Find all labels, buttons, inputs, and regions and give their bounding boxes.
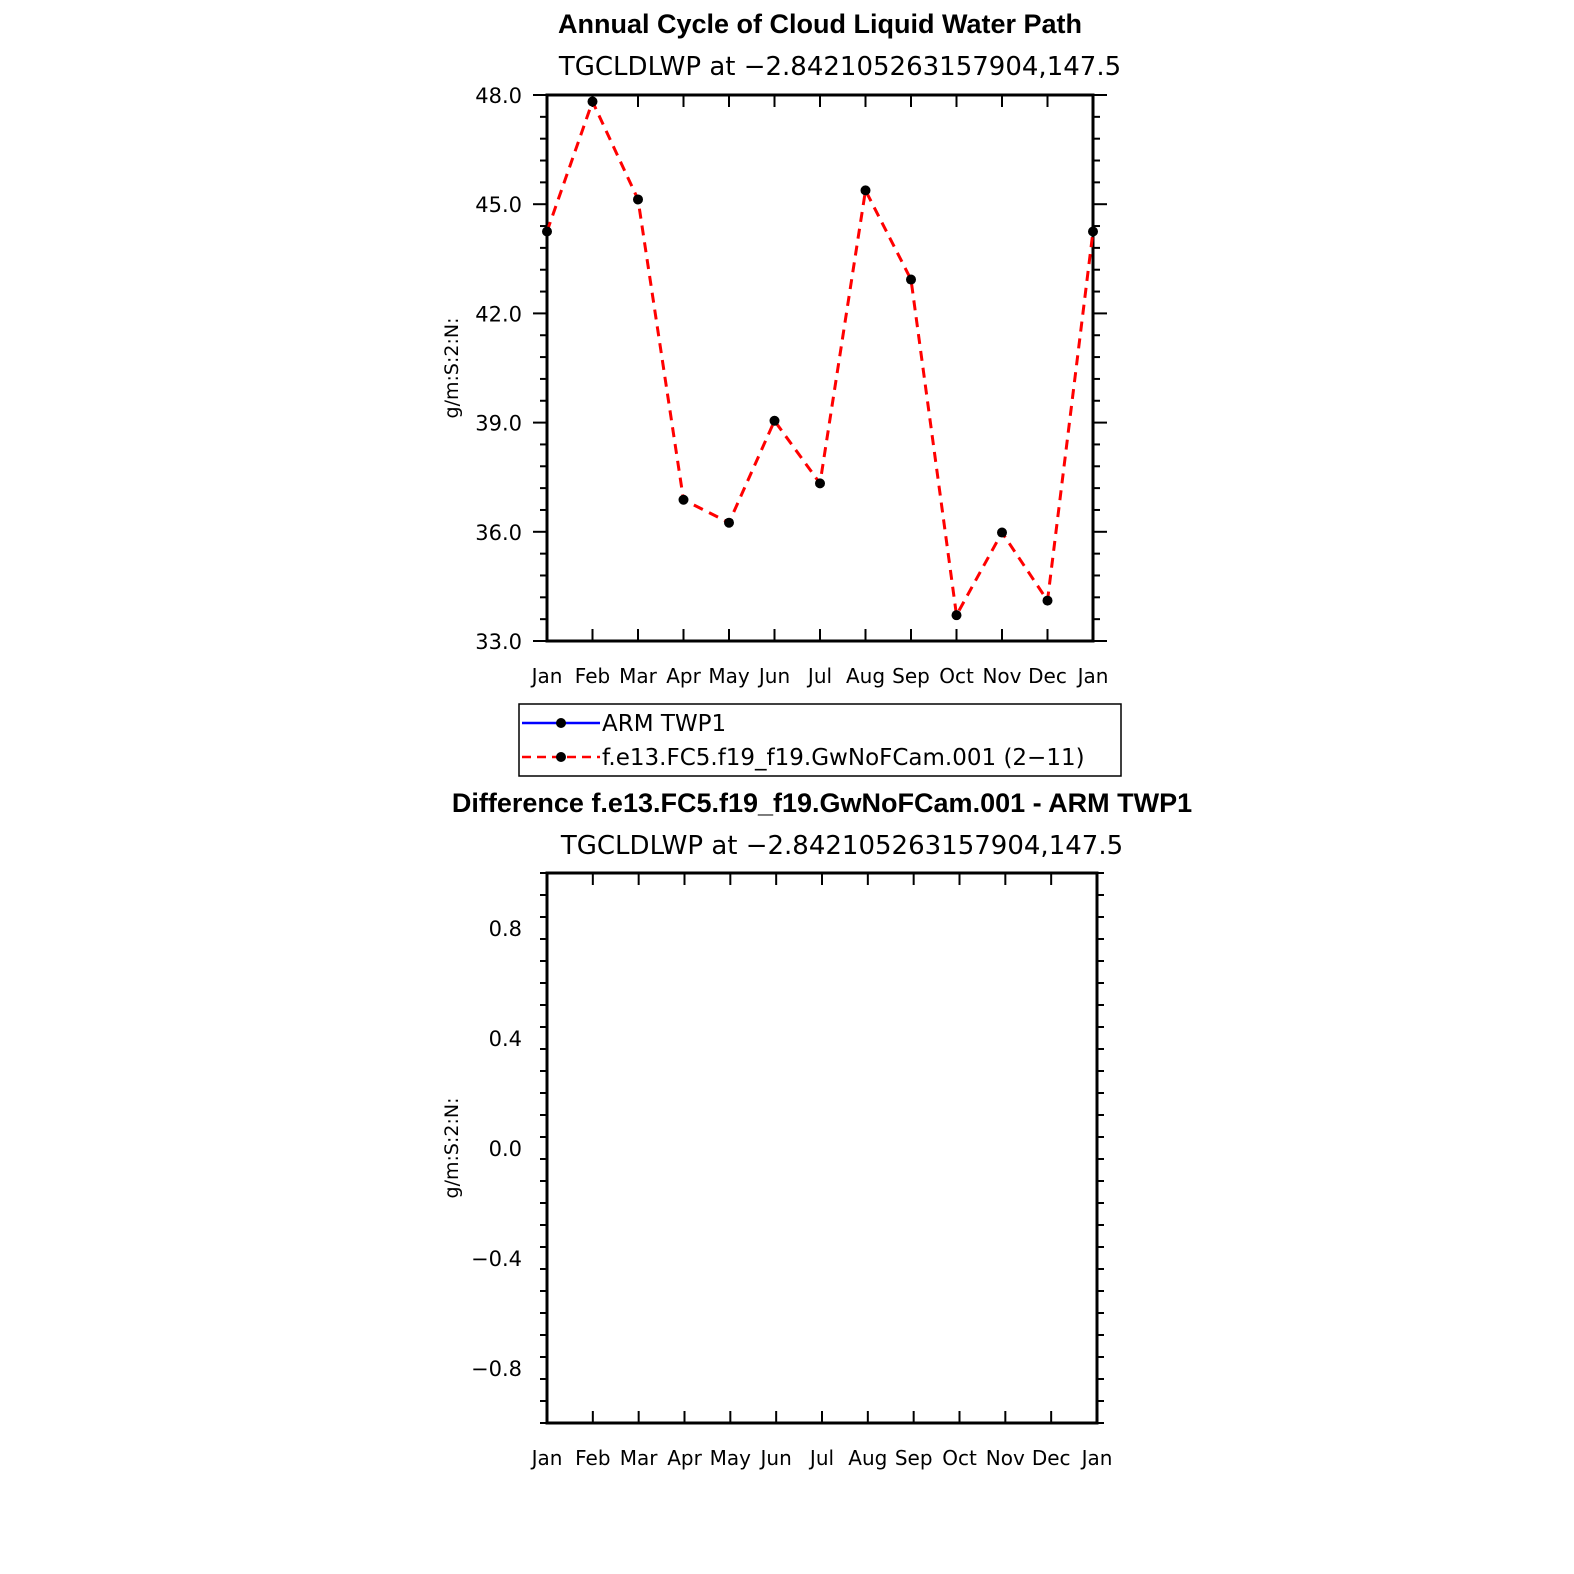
chart1-month-label: Jan <box>1077 664 1109 688</box>
chart1-month-label: Nov <box>982 664 1022 688</box>
series-1-point <box>633 194 643 204</box>
annual-cycle-chart <box>441 9 1121 688</box>
series-1-point <box>952 610 962 620</box>
chart2-ytick-label: 0.4 <box>488 1027 522 1051</box>
series-1-point <box>588 97 598 107</box>
chart2-month-label: Oct <box>942 1446 977 1470</box>
legend <box>519 704 1121 776</box>
difference-chart <box>441 788 1192 1470</box>
chart1-month-label: Mar <box>619 664 657 688</box>
chart2-title: Difference f.e13.FC5.f19_f19.GwNoFCam.001 - ARM TWP1 <box>451 788 1193 818</box>
chart1-ylabel: g/m:S:2:N: <box>441 317 463 419</box>
chart2-month-label: Dec <box>1031 1446 1071 1470</box>
series-1-point <box>724 518 734 528</box>
chart1-title: Annual Cycle of Cloud Liquid Water Path <box>557 9 1083 39</box>
chart1-month-label: Jun <box>758 664 791 688</box>
chart1-month-label: May <box>708 664 750 688</box>
chart1-month-label: Oct <box>939 664 974 688</box>
chart1-month-label: Feb <box>574 664 611 688</box>
chart1-ytick-label: 48.0 <box>475 84 522 108</box>
legend-arm-marker <box>556 718 566 728</box>
chart1-month-label: Aug <box>845 664 886 688</box>
legend-arm-label: ARM TWP1 <box>602 711 727 737</box>
chart2-month-label: Jan <box>531 1446 563 1470</box>
series-1-point <box>1043 596 1053 606</box>
chart1-month-label: Jul <box>807 664 833 688</box>
chart2-month-label: May <box>709 1446 752 1470</box>
chart2-month-label: Jul <box>809 1446 835 1470</box>
chart2-month-label: Mar <box>619 1446 658 1470</box>
series-1-point <box>770 416 780 426</box>
legend-model-label: f.e13.FC5.f19_f19.GwNoFCam.001 (2−11) <box>602 745 1085 771</box>
chart1-month-label: Dec <box>1028 664 1067 688</box>
chart1-ytick-label: 36.0 <box>475 520 522 545</box>
series-1-point <box>997 528 1007 538</box>
chart1-month-label: Sep <box>892 664 930 688</box>
series-1-point <box>1088 227 1098 237</box>
chart1-ytick-label: 39.0 <box>475 411 522 436</box>
chart2-ytick-label: 0.0 <box>488 1137 522 1161</box>
series-1-point <box>906 275 916 285</box>
chart2-plot-frame <box>547 873 1097 1423</box>
chart1-ytick-label: 42.0 <box>475 302 522 327</box>
chart2-month-label: Apr <box>667 1446 702 1470</box>
series-1-line <box>547 102 1093 616</box>
series-1-point <box>861 185 871 195</box>
legend-model-marker <box>556 752 566 762</box>
chart2-month-label: Sep <box>894 1446 933 1470</box>
chart2-month-label: Jan <box>1081 1446 1113 1470</box>
chart2-month-label: Jun <box>760 1446 792 1470</box>
chart1-month-label: Apr <box>666 664 701 688</box>
chart2-ytick-label: 0.8 <box>488 917 522 941</box>
chart2-month-label: Feb <box>575 1446 611 1470</box>
chart2-subtitle: TGCLDLWP at −2.842105263157904,147.5 <box>560 831 1124 861</box>
series-1-point <box>679 495 689 505</box>
chart1-month-label: Jan <box>531 664 563 688</box>
chart2-ylabel: g/m:S:2:N: <box>441 1097 463 1199</box>
chart1-ytick-label: 45.0 <box>475 193 522 218</box>
chart2-month-label: Aug <box>848 1446 888 1470</box>
chart2-ytick-label: −0.4 <box>471 1247 522 1271</box>
chart2-month-label: Nov <box>985 1446 1025 1470</box>
chart2-ytick-label: −0.8 <box>471 1357 522 1381</box>
series-1-point <box>542 227 552 237</box>
chart1-subtitle: TGCLDLWP at −2.842105263157904,147.5 <box>558 52 1122 82</box>
chart1-ytick-label: 33.0 <box>475 630 522 654</box>
series-1-point <box>815 478 825 488</box>
